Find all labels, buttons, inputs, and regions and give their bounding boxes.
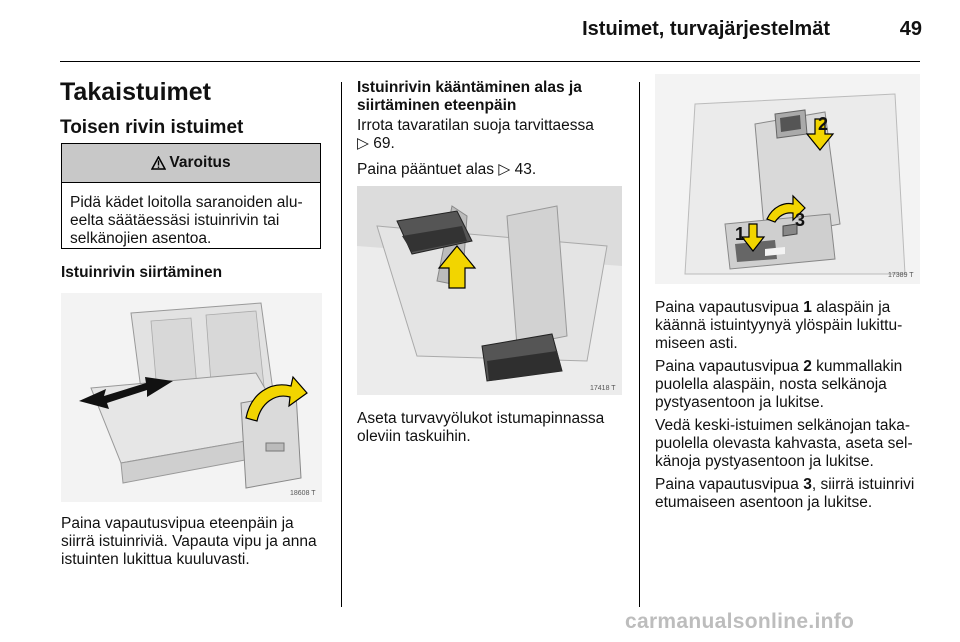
text-line: istuinten lukittua kuuluvasti. bbox=[61, 551, 250, 568]
text-fragment: alaspäin ja bbox=[811, 299, 891, 316]
text-line: etumaiseen asentoon ja lukitse. bbox=[655, 494, 873, 511]
paragraph-cover bbox=[357, 117, 594, 153]
lever-number: 2 bbox=[803, 358, 812, 375]
page-reference: 43. bbox=[514, 161, 537, 178]
paragraph-headrests bbox=[357, 161, 536, 179]
callout-1: 1 bbox=[735, 224, 746, 244]
warning-triangle-icon bbox=[151, 156, 166, 170]
warning-title: Varoitus bbox=[169, 154, 231, 171]
paragraph-release-2 bbox=[655, 358, 925, 412]
instruction-text-move bbox=[61, 515, 317, 569]
page-reference: 69. bbox=[373, 135, 395, 152]
callout-3: 3 bbox=[795, 210, 806, 230]
text-fragment: Paina vapautusvipua bbox=[655, 358, 804, 375]
text-line: puolella olevasta kahvasta, aseta sel- bbox=[655, 435, 913, 452]
heading-line: siirtäminen eteenpäin bbox=[357, 97, 517, 114]
column-divider-2 bbox=[639, 82, 640, 607]
warning-text bbox=[62, 183, 320, 248]
text-fragment: Paina vapautusvipua bbox=[655, 476, 804, 493]
text-fragment: , siirrä istuinrivi bbox=[811, 476, 915, 493]
figure-number: 18608 T bbox=[290, 490, 316, 497]
lever-number: 1 bbox=[803, 299, 812, 316]
text-line bbox=[655, 358, 925, 376]
figure-headrests-down bbox=[357, 186, 622, 395]
heading-line: Istuinrivin kääntäminen alas ja bbox=[357, 79, 582, 96]
section-heading-fold-row bbox=[357, 79, 582, 115]
figure-seat-fold bbox=[655, 74, 920, 284]
watermark-text: carmanualsonline.info bbox=[625, 610, 855, 633]
text-line: käännä istuintyynyä ylöspäin lukittu- bbox=[655, 317, 903, 334]
text-line: miseen asti. bbox=[655, 335, 738, 352]
text-line: Paina vapautusvipua eteenpäin ja bbox=[61, 515, 294, 532]
text-fragment: Paina vapautusvipua bbox=[655, 299, 804, 316]
paragraph-center-backrest bbox=[655, 417, 925, 471]
text-line: Vedä keski-istuimen selkänojan taka- bbox=[655, 417, 911, 434]
paragraph-release-1 bbox=[655, 299, 925, 353]
text-line: siirrä istuinriviä. Vapauta vipu ja anna bbox=[61, 533, 317, 550]
text-line: Irrota tavaratilan suoja tarvittaessa bbox=[357, 117, 594, 134]
column-divider-1 bbox=[341, 82, 342, 607]
seat-fold-illustration bbox=[655, 74, 920, 284]
page-header-title: Istuimet, turvajärjestelmät bbox=[582, 18, 830, 40]
section-title: Takaistuimet bbox=[60, 78, 211, 106]
callout-2: 2 bbox=[818, 114, 829, 134]
text-line bbox=[655, 476, 925, 494]
text-line-ref bbox=[357, 135, 594, 153]
page-number: 49 bbox=[899, 18, 922, 40]
figure-seat-row-move bbox=[61, 293, 322, 502]
figure-number: 17418 T bbox=[590, 385, 616, 392]
warning-header bbox=[62, 144, 320, 183]
paragraph-release-3 bbox=[655, 476, 925, 512]
arrow-reference-icon: ▷ bbox=[498, 161, 511, 178]
text-line: Paina pääntuet alas bbox=[357, 161, 495, 178]
text-line: puolella alaspäin, nosta selkänoja bbox=[655, 376, 887, 393]
seat-illustration bbox=[61, 293, 322, 502]
figure-number: 17389 T bbox=[888, 272, 914, 279]
headrest-illustration bbox=[357, 186, 622, 395]
text-line: pystyasentoon ja lukitse. bbox=[655, 394, 824, 411]
subsection-title: Toisen rivin istuimet bbox=[60, 117, 244, 138]
arrow-reference-icon: ▷ bbox=[357, 135, 369, 152]
instruction-text-belts bbox=[357, 410, 604, 446]
warning-line: Pidä kädet loitolla saranoiden alu- bbox=[70, 194, 303, 211]
lever-number: 3 bbox=[803, 476, 812, 493]
warning-line: selkänojien asentoa. bbox=[70, 230, 212, 247]
text-line: känoja pystyasentoon ja lukitse. bbox=[655, 453, 874, 470]
header-rule bbox=[60, 61, 920, 62]
text-line bbox=[655, 299, 925, 317]
text-fragment: kummallakin bbox=[811, 358, 903, 375]
warning-line: eelta säätäessäsi istuinrivin tai bbox=[70, 212, 280, 229]
text-line: Aseta turvavyölukot istumapinnassa bbox=[357, 410, 605, 427]
text-line: oleviin taskuihin. bbox=[357, 428, 471, 445]
section-heading-move-row: Istuinrivin siirtäminen bbox=[61, 264, 223, 281]
warning-box bbox=[61, 143, 321, 249]
